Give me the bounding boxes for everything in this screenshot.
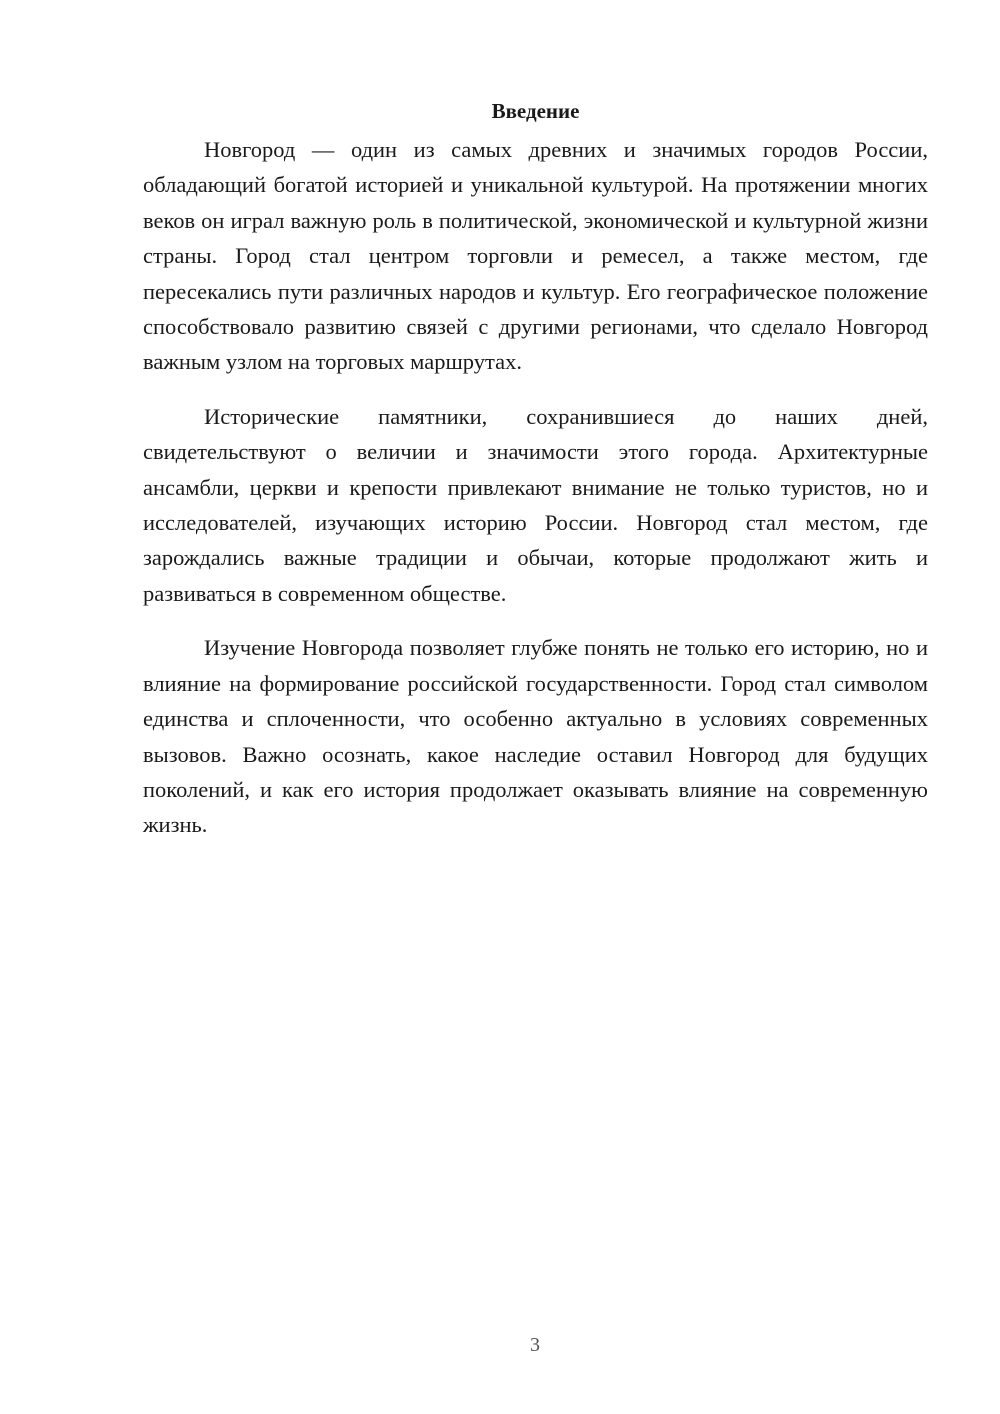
paragraph-2: Исторические памятники, сохранившиеся до наших дней, свидетельствуют о величии и значимости этого города. Архитектурные ансамбли, церкви и крепости привлекают внимание не только туристов, но и исследователей, изучающих историю России. Новгород стал местом, где зарождались важные традиции и обычаи, которые продолжают жить и развиваться в современном обществе. xyxy=(143,403,928,606)
section-title: Введение xyxy=(491,99,580,123)
page-content xyxy=(143,96,928,862)
paragraph-1: Новгород — один из самых древних и значимых городов России, обладающий богатой историей и уникальной культурой. На протяжении многих веков он играл важную роль в политической, экономической и культурной жизни страны. Город стал центром торговли и ремесел, а также местом, где пересекались пути различных народов и культур. Его географическое положение способствовало развитию связей с другими регионами, что сделало Новгород важным узлом на торговых маршрутах. xyxy=(143,137,928,375)
paragraph-3: Изучение Новгорода позволяет глубже понять не только его историю, но и влияние на формирование российской государственности. Город стал символом единства и сплоченности, что особенно актуально в условиях современных вызовов. Важно осознать, какое наследие оставил Новгород для будущих поколений, и как его история продолжает оказывать влияние на современную жизнь. xyxy=(143,635,928,838)
page-number: 3 xyxy=(530,1334,540,1356)
